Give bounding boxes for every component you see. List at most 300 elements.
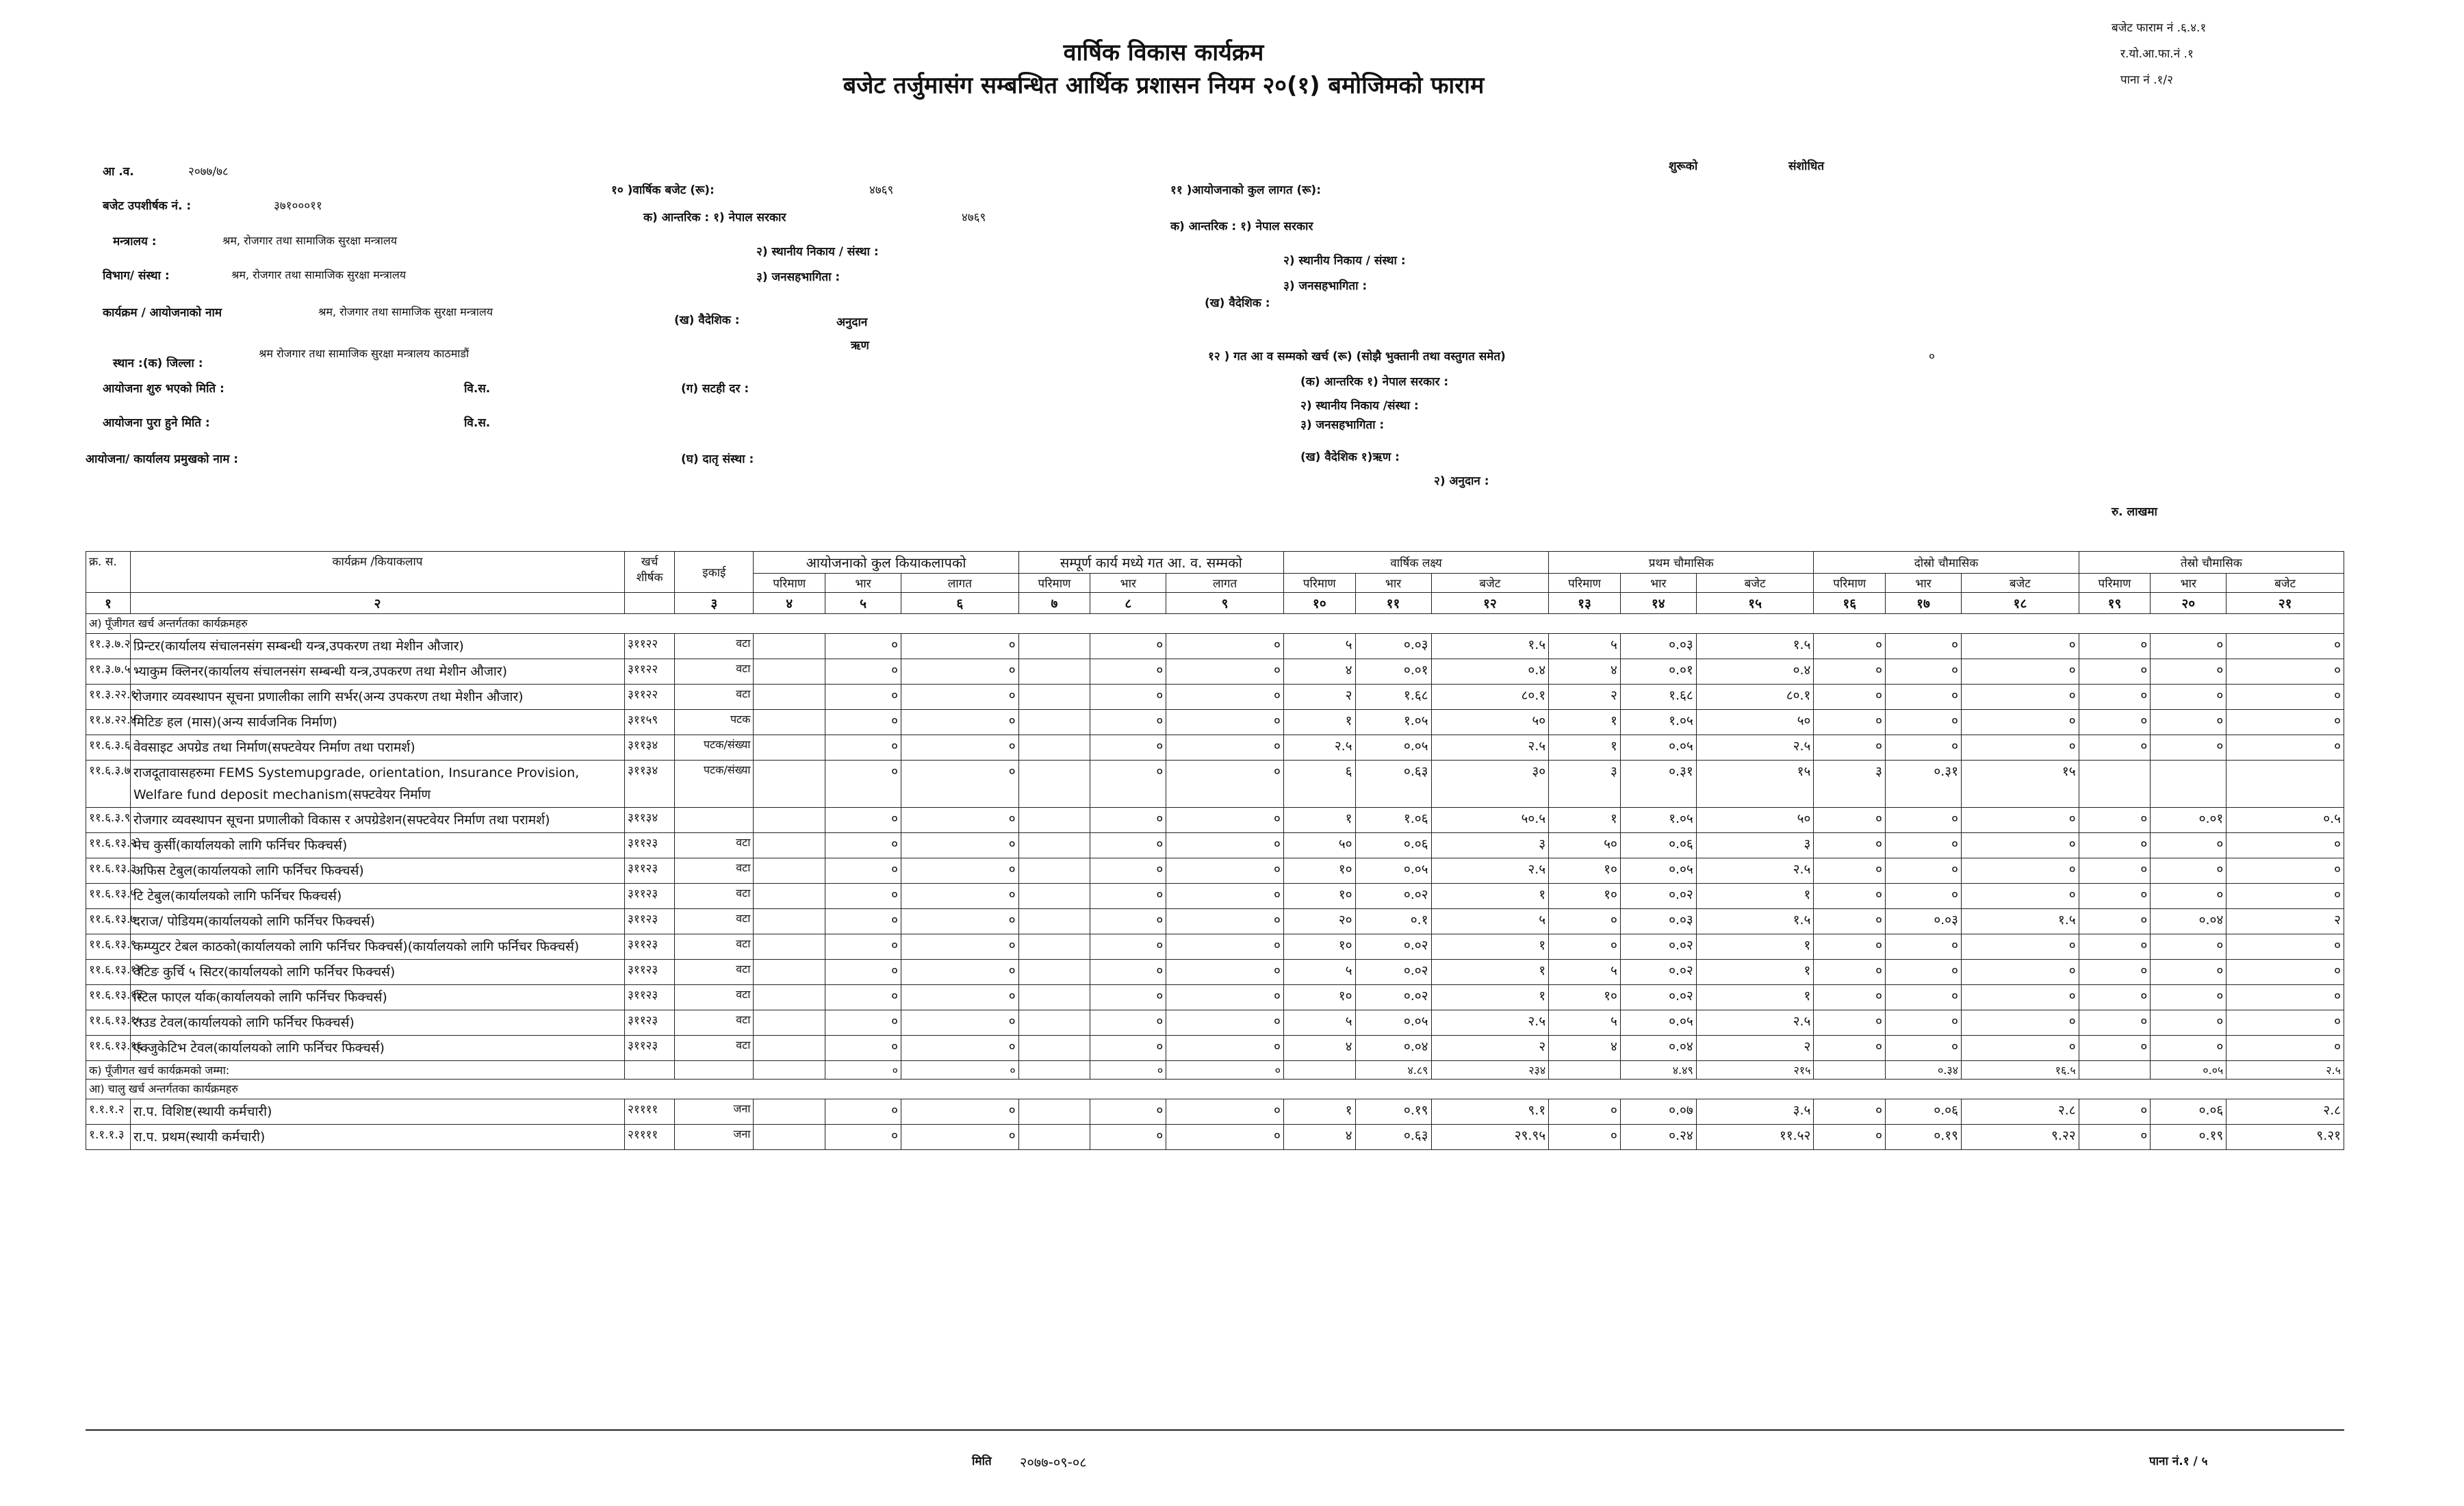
row-value: ० [2226, 685, 2344, 710]
row-value: ०.०७ [1620, 1099, 1696, 1125]
row-value: १० [1549, 884, 1621, 909]
row-value: ०.०६ [2151, 1099, 2226, 1125]
row-unit: वटा [675, 1010, 754, 1036]
row-value: ५ [1431, 909, 1549, 934]
ministry-label: मन्त्रालय : [113, 235, 157, 248]
subtotal-value: ४.८९ [1355, 1061, 1431, 1080]
row-value: ० [825, 634, 901, 659]
row-value [754, 934, 825, 960]
row-activity: रा.प. विशिष्ट(स्थायी कर्मचारी) [130, 1099, 624, 1125]
row-value: ० [901, 761, 1018, 808]
row-value: ०.०५ [1355, 735, 1431, 761]
row-value: ० [901, 884, 1018, 909]
row-value: ० [1814, 909, 1886, 934]
row-value: ० [1166, 761, 1284, 808]
row-value: ० [825, 1099, 901, 1125]
row-value: ४ [1549, 1036, 1621, 1061]
row-value: ० [1814, 808, 1886, 833]
row-unit: पटक [675, 710, 754, 735]
row-value: ० [2079, 884, 2151, 909]
subtotal-value: ० [1166, 1061, 1284, 1080]
row-value: ०.६३ [1355, 1125, 1431, 1150]
column-index: ५ [825, 593, 901, 614]
row-value: ० [1814, 858, 1886, 884]
row-sn: ११.३.७.५ [86, 659, 131, 685]
row-activity: रा.प. प्रथम(स्थायी कर्मचारी) [130, 1125, 624, 1150]
row-value [1018, 1099, 1090, 1125]
row-expense-head: ३११२३ [625, 909, 675, 934]
row-value: ० [1166, 1010, 1284, 1036]
row-expense-head: २११११ [625, 1099, 675, 1125]
tc-internal-label: क) आन्तरिक : १) नेपाल सरकार [1170, 220, 1313, 233]
past-expense: ० [1929, 350, 1935, 363]
row-value: ० [1166, 808, 1284, 833]
row-value: ०.३१ [1886, 761, 1962, 808]
row-value: ० [1166, 1036, 1284, 1061]
row-value: ० [1549, 909, 1621, 934]
row-value: १ [1549, 710, 1621, 735]
row-value: ०.६३ [1355, 761, 1431, 808]
row-value: ०.०३ [1620, 634, 1696, 659]
row-value: ३ [1696, 833, 1814, 858]
row-sn: ११.६.१३.१६ [86, 1036, 131, 1061]
row-value: ०.०२ [1355, 884, 1431, 909]
column-index: १४ [1620, 593, 1696, 614]
row-value: ० [2079, 960, 2151, 985]
section-title: अ) पूँजीगत खर्च अन्तर्गतका कार्यक्रमहरु [86, 614, 2344, 634]
row-value: ० [2226, 884, 2344, 909]
row-value [754, 1036, 825, 1061]
row-value: ० [2151, 1010, 2226, 1036]
sub-header: बजेट [2226, 574, 2344, 593]
row-value: ० [1886, 634, 1962, 659]
row-value: ० [901, 659, 1018, 685]
table-row [86, 634, 2344, 659]
pe-grant-label: २) अनुदान : [1434, 474, 1489, 488]
row-value: ०.०४ [2151, 909, 2226, 934]
row-value: ० [1090, 808, 1166, 833]
subtotal-value [1018, 1061, 1090, 1080]
row-value: ० [1814, 659, 1886, 685]
row-value: ० [901, 634, 1018, 659]
row-value [1018, 735, 1090, 761]
column-index: १२ [1431, 593, 1549, 614]
program-label: कार्यक्रम / आयोजनाको नाम [103, 306, 222, 320]
row-value: १० [1283, 985, 1355, 1010]
row-value: १.५ [1962, 909, 2079, 934]
row-value: २.५ [1283, 735, 1355, 761]
column-index: ११ [1355, 593, 1431, 614]
row-value [1018, 659, 1090, 685]
sub-header: लागत [1166, 574, 1284, 593]
row-unit: वटा [675, 833, 754, 858]
footer-date-label: मिति [972, 1455, 992, 1468]
row-value: ० [1166, 884, 1284, 909]
row-value: ० [2151, 659, 2226, 685]
row-value: ९.२१ [2226, 1125, 2344, 1150]
row-unit: वटा [675, 634, 754, 659]
row-value: ० [1814, 934, 1886, 960]
row-activity: वेटिङ कुर्चि ५ सिटर(कार्यालयको लागि फर्निचर फिक्चर्स) [130, 960, 624, 985]
past-expense-label: १२ ) गत आ व सम्मको खर्च (रू) (सोझै भुक्तानी तथा वस्तुगत समेत) [1208, 350, 1506, 363]
row-value: १५ [1696, 761, 1814, 808]
row-activity: कम्प्युटर टेबल काठको(कार्यालयको लागि फर्निचर फिक्चर्स)(कार्यालयको लागि फर्निचर फिक्चर्स) [130, 934, 624, 960]
row-value: २.८ [1962, 1099, 2079, 1125]
revised-col-label: संशोधित [1788, 159, 1825, 173]
row-value: ०.१९ [1886, 1125, 1962, 1150]
footer-rule [86, 1429, 2344, 1431]
row-value: ० [2226, 735, 2344, 761]
loan-label: ऋण [851, 339, 869, 353]
row-sn: ११.६.१३.१५ [86, 1010, 131, 1036]
row-value: ०.०३ [1620, 909, 1696, 934]
row-value: ० [2151, 960, 2226, 985]
col-group-q2: दोस्रो चौमासिक [1814, 552, 2079, 574]
row-value: ० [1814, 1036, 1886, 1061]
row-expense-head: २११११ [625, 1125, 675, 1150]
row-value: ० [2151, 710, 2226, 735]
row-value: ० [1962, 735, 2079, 761]
program: श्रम, रोजगार तथा सामाजिक सुरक्षा मन्त्रालय [318, 305, 493, 318]
row-value: ० [1166, 833, 1284, 858]
row-sn: ११.६.१३.५ [86, 884, 131, 909]
fiscal-year-label: आ .व. [103, 165, 134, 179]
row-unit [675, 808, 754, 833]
row-value: ० [1814, 960, 1886, 985]
sub-header: भार [2151, 574, 2226, 593]
table-row [86, 1125, 2344, 1150]
row-value: ० [2151, 934, 2226, 960]
location-label: स्थान :(क) जिल्ला : [113, 357, 203, 370]
row-value: ० [1814, 884, 1886, 909]
sub-header: भार [1355, 574, 1431, 593]
column-index: १३ [1549, 593, 1621, 614]
row-value: १५ [1962, 761, 2079, 808]
row-value: १० [1549, 858, 1621, 884]
row-value: ०.०२ [1355, 960, 1431, 985]
row-value: ० [1886, 858, 1962, 884]
form-number: बजेट फाराम नं .६.४.१ [2112, 21, 2207, 35]
row-value: ० [2151, 735, 2226, 761]
row-sn: ११.६.३.९ [86, 808, 131, 833]
row-sn: ११.६.१३.७ [86, 909, 131, 934]
budget-head: ३७१०००११ [274, 199, 322, 213]
program-table [86, 551, 2344, 1150]
row-value [754, 985, 825, 1010]
row-value: १ [1283, 1099, 1355, 1125]
subtotal-value [1549, 1061, 1621, 1080]
row-value: ०.०१ [2151, 808, 2226, 833]
table-row [86, 1010, 2344, 1036]
row-value: ५ [1283, 1010, 1355, 1036]
row-value: ० [2151, 833, 2226, 858]
row-value: ० [2079, 1010, 2151, 1036]
row-value: ० [1814, 735, 1886, 761]
row-value: ० [901, 1010, 1018, 1036]
column-index: २१ [2226, 593, 2344, 614]
row-value: ०.०५ [1355, 1010, 1431, 1036]
footer-page: पाना नं.१ / ५ [2149, 1455, 2208, 1468]
row-value: २.५ [1431, 858, 1549, 884]
row-value: ० [1886, 710, 1962, 735]
row-value: ० [1090, 1099, 1166, 1125]
row-value: ०.०२ [1620, 960, 1696, 985]
row-value [754, 884, 825, 909]
row-value: ० [2079, 710, 2151, 735]
department: श्रम, रोजगार तथा सामाजिक सुरक्षा मन्त्रालय [231, 268, 406, 281]
row-value [1018, 934, 1090, 960]
table-row [86, 735, 2344, 761]
pe-local-label: २) स्थानीय निकाय /संस्था : [1300, 399, 1419, 413]
row-value: ० [1814, 1099, 1886, 1125]
row-value: ० [2226, 858, 2344, 884]
row-value: १ [1283, 710, 1355, 735]
row-value: ० [2226, 634, 2344, 659]
sub-header: परिमाण [2079, 574, 2151, 593]
column-index: ७ [1018, 593, 1090, 614]
row-value: ९.२२ [1962, 1125, 2079, 1150]
row-value: ० [825, 858, 901, 884]
row-value [754, 761, 825, 808]
subtotal-value: ४.४९ [1620, 1061, 1696, 1080]
row-value: ० [825, 710, 901, 735]
row-value [1018, 808, 1090, 833]
public-participation-label: ३) जनसहभागिता : [756, 270, 840, 284]
subtotal-value: २.५ [2226, 1061, 2344, 1080]
column-index: ९ [1166, 593, 1284, 614]
subtotal-value: २३४ [1431, 1061, 1549, 1080]
row-value: ० [901, 833, 1018, 858]
row-value [754, 1125, 825, 1150]
section-recurrent [86, 1080, 2344, 1099]
row-value [754, 659, 825, 685]
row-value: ५ [1549, 634, 1621, 659]
row-value: ० [2226, 934, 2344, 960]
row-value [1018, 833, 1090, 858]
end-date-bs: वि.स. [464, 416, 491, 430]
page-ref: पाना नं .१/२ [2120, 73, 2173, 87]
row-value: ० [2151, 858, 2226, 884]
row-value: ० [1962, 685, 2079, 710]
row-value: ० [901, 960, 1018, 985]
table-row [86, 934, 2344, 960]
row-activity: मेच कुर्सी(कार्यालयको लागि फर्निचर फिक्चर्स) [130, 833, 624, 858]
row-value [754, 833, 825, 858]
pe-public-label: ३) जनसहभागिता : [1300, 418, 1385, 432]
row-value [754, 960, 825, 985]
row-value: १.६८ [1620, 685, 1696, 710]
row-value: ०.०२ [1355, 934, 1431, 960]
row-value: ५० [1696, 808, 1814, 833]
row-value: ० [1166, 710, 1284, 735]
page-subtitle: बजेट तर्जुमासंग सम्बन्धित आर्थिक प्रशासन नियम २०(१) बमोजिमको फाराम [843, 72, 1485, 99]
row-value: ० [1549, 1125, 1621, 1150]
subtotal-value [2079, 1061, 2151, 1080]
exchange-rate-label: (ग) सटही दर : [681, 382, 749, 396]
internal-label: क) आन्तरिक : १) नेपाल सरकार [643, 211, 786, 225]
row-sn: १.१.१.२ [86, 1099, 131, 1125]
row-value: ० [1090, 858, 1166, 884]
foreign-label: (ख) वैदेशिक : [674, 314, 740, 327]
row-value: ० [1090, 1036, 1166, 1061]
row-value: ० [825, 735, 901, 761]
row-value: ० [1962, 985, 2079, 1010]
row-value: ५० [1283, 833, 1355, 858]
row-value: ५० [1431, 710, 1549, 735]
row-value [1018, 960, 1090, 985]
subtotal-label: क) पूँजीगत खर्च कार्यक्रमको जम्मा: [86, 1061, 625, 1080]
col-group-past: सम्पूर्ण कार्य मध्ये गत आ. व. सम्मको [1018, 552, 1283, 574]
row-value: ० [1962, 634, 2079, 659]
row-value: १ [1696, 960, 1814, 985]
row-value: २ [1431, 1036, 1549, 1061]
row-value: ० [1962, 1036, 2079, 1061]
row-value: ० [901, 985, 1018, 1010]
pe-foreign-label: (ख) वैदेशिक १)ऋण : [1300, 450, 1400, 464]
row-value: ० [1090, 710, 1166, 735]
row-value: ० [901, 909, 1018, 934]
sub-header: भार [1090, 574, 1166, 593]
column-index: १५ [1696, 593, 1814, 614]
sub-header: परिमाण [754, 574, 825, 593]
row-sn: ११.३.२२.१ [86, 685, 131, 710]
table-row [86, 909, 2344, 934]
row-value [2226, 761, 2344, 808]
row-value: ० [2226, 1036, 2344, 1061]
row-value: ० [1962, 960, 2079, 985]
row-value: ० [2079, 735, 2151, 761]
local-body-label: २) स्थानीय निकाय / संस्था : [756, 245, 879, 259]
col-activity: कार्यक्रम /कियाकलाप [130, 552, 624, 593]
row-value: ० [2079, 934, 2151, 960]
row-expense-head: ३११२३ [625, 934, 675, 960]
row-value: ४ [1283, 659, 1355, 685]
row-value: १ [1431, 960, 1549, 985]
row-value: ० [2226, 659, 2344, 685]
location: श्रम रोजगार तथा सामाजिक सुरक्षा मन्त्रालय काठमाडौं [259, 347, 470, 360]
row-value: ० [825, 685, 901, 710]
row-value: ०.०२ [1620, 934, 1696, 960]
row-value: ३ [1431, 833, 1549, 858]
row-expense-head: ३११२३ [625, 1036, 675, 1061]
row-value: २.५ [1696, 1010, 1814, 1036]
row-value: ० [1166, 1099, 1284, 1125]
row-value: ० [901, 1125, 1018, 1150]
subtotal-value [754, 1061, 825, 1080]
row-value: ११.५२ [1696, 1125, 1814, 1150]
column-index: २ [130, 593, 624, 614]
report-form-number: र.यो.आ.फा.नं .१ [2120, 47, 2194, 61]
row-value: १.५ [1696, 909, 1814, 934]
chief-label: आयोजना/ कार्यालय प्रमुखको नाम : [86, 452, 239, 466]
row-value: ० [901, 1099, 1018, 1125]
table-row [86, 659, 2344, 685]
column-index: १८ [1962, 593, 2079, 614]
row-value: ०.०३ [1355, 634, 1431, 659]
row-sn: ११.६.१३.१४ [86, 985, 131, 1010]
row-sn: ११.३.७.२ [86, 634, 131, 659]
row-value: ० [901, 710, 1018, 735]
row-value: ० [901, 685, 1018, 710]
row-unit: वटा [675, 685, 754, 710]
row-value: ५ [1549, 960, 1621, 985]
row-value: १.०६ [1355, 808, 1431, 833]
sub-header: बजेट [1696, 574, 1814, 593]
row-value: ०.४ [1696, 659, 1814, 685]
row-value: ३ [1814, 761, 1886, 808]
row-unit: पटक/संख्या [675, 735, 754, 761]
tc-foreign-label: (ख) वैदेशिक : [1205, 296, 1270, 310]
row-value: ० [1962, 884, 2079, 909]
sub-header: भार [825, 574, 901, 593]
row-value: १ [1431, 985, 1549, 1010]
row-unit: जना [675, 1099, 754, 1125]
row-value: ० [825, 909, 901, 934]
sub-header: भार [1620, 574, 1696, 593]
col-group-q3: तेस्रो चौमासिक [2079, 552, 2344, 574]
row-value: ०.४ [1431, 659, 1549, 685]
row-expense-head: ३११२२ [625, 634, 675, 659]
row-value: १ [1696, 985, 1814, 1010]
row-value: ०.०१ [1620, 659, 1696, 685]
start-date-label: आयोजना शुरु भएको मिति : [103, 382, 224, 396]
row-value: ० [2079, 1099, 2151, 1125]
column-index: १९ [2079, 593, 2151, 614]
row-value: ० [1886, 833, 1962, 858]
row-value: ० [1090, 735, 1166, 761]
col-sn: क्र. स. [86, 552, 131, 593]
row-activity: रोजगार व्यवस्थापन सूचना प्रणालीको विकास र अपग्रेडेशन(सफ्टवेयर निर्माण तथा परामर्श) [130, 808, 624, 833]
ministry: श्रम, रोजगार तथा सामाजिक सुरक्षा मन्त्रालय [222, 234, 397, 247]
row-unit: वटा [675, 934, 754, 960]
row-value: १० [1283, 884, 1355, 909]
row-value [754, 634, 825, 659]
tc-local-label: २) स्थानीय निकाय / संस्था : [1283, 254, 1406, 268]
table-row [86, 884, 2344, 909]
row-value: ० [1886, 884, 1962, 909]
annual-budget-label: १० )वार्षिक बजेट (रू): [611, 183, 715, 197]
row-activity: टि टेबुल(कार्यालयको लागि फर्निचर फिक्चर्स) [130, 884, 624, 909]
row-value: ० [1166, 634, 1284, 659]
row-value: ० [2079, 685, 2151, 710]
row-value: ३० [1431, 761, 1549, 808]
row-expense-head: ३११३४ [625, 761, 675, 808]
donor-label: (घ) दातृ संस्था : [681, 452, 754, 466]
row-value: ० [1962, 1010, 2079, 1036]
start-date-bs: वि.स. [464, 382, 491, 396]
subtotal-value: ० [825, 1061, 901, 1080]
row-unit: वटा [675, 960, 754, 985]
row-value: ० [1090, 761, 1166, 808]
row-value [1018, 710, 1090, 735]
row-value: ० [2079, 659, 2151, 685]
row-value: १० [1283, 858, 1355, 884]
row-value: ५० [1549, 833, 1621, 858]
row-value: ९.१ [1431, 1099, 1549, 1125]
table-row [86, 685, 2344, 710]
row-value: १ [1696, 934, 1814, 960]
row-value: ० [1090, 634, 1166, 659]
table-row [86, 960, 2344, 985]
row-value: ० [1814, 833, 1886, 858]
row-activity: एक्जुकेटिभ टेवल(कार्यालयको लागि फर्निचर फिक्चर्स) [130, 1036, 624, 1061]
row-value: ३.५ [1696, 1099, 1814, 1125]
row-value: ० [1166, 985, 1284, 1010]
row-value: ० [1962, 934, 2079, 960]
row-sn: ११.६.३.७ [86, 761, 131, 808]
col-group-total: आयोजनाको कुल कियाकलापको [754, 552, 1018, 574]
row-value: ०.५ [2226, 808, 2344, 833]
